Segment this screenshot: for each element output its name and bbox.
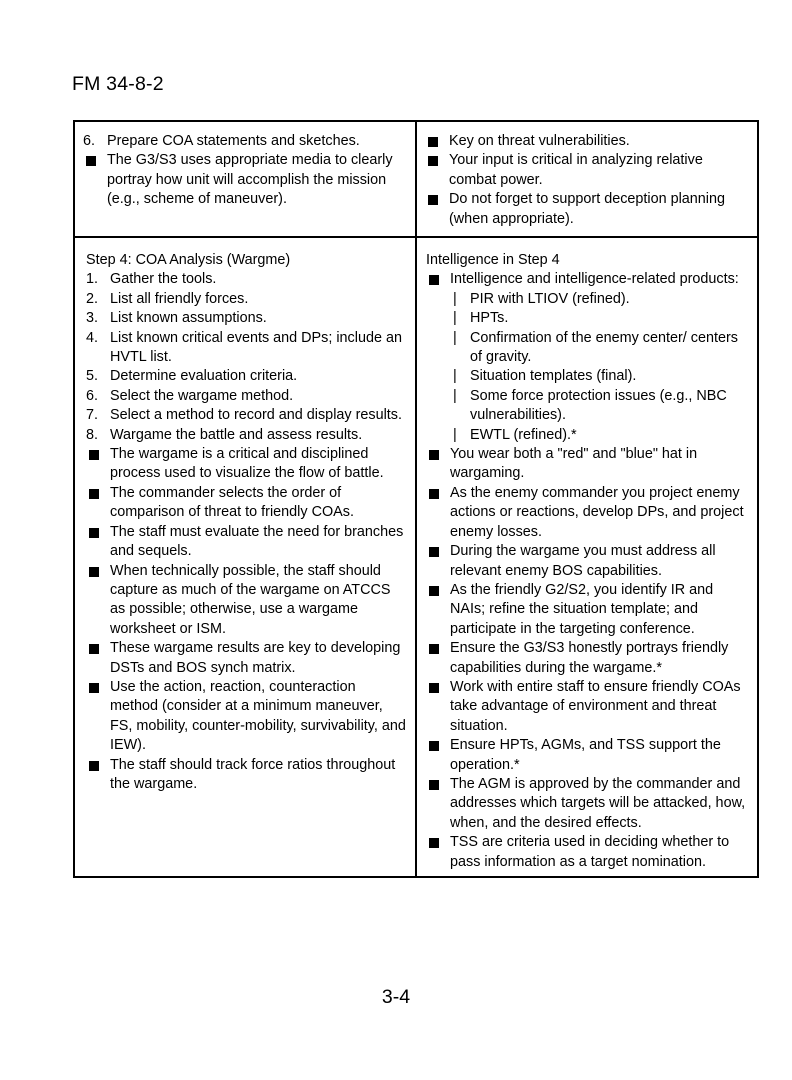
sub-list-item <box>450 426 749 445</box>
item-text: Prepare COA statements and sketches. <box>107 133 360 149</box>
item-text: List known critical events and DPs; include an HVTL list. <box>110 329 402 366</box>
bar-marker: | <box>453 290 457 307</box>
list-item <box>426 639 749 678</box>
list-item <box>86 309 407 328</box>
section-title: Intelligence in Step 4 <box>426 252 560 268</box>
square-bullet-icon <box>426 270 450 289</box>
item-text: TSS are criteria used in deciding whether to pass information as a target nomination. <box>450 834 730 870</box>
list-item <box>86 387 407 406</box>
item-text: You wear both a "red" and "blue" hat in wargaming. <box>450 446 698 482</box>
section-title: Step 4: COA Analysis (Wargme) <box>86 252 291 268</box>
item-text: The staff should track force ratios throughout the wargame. <box>110 756 396 792</box>
list-item <box>86 270 407 289</box>
square-bullet-icon <box>86 562 110 640</box>
square-bullet-icon <box>426 445 450 484</box>
bar-marker: | <box>453 310 457 327</box>
step3-left-cell <box>74 121 416 237</box>
square-bullet-icon <box>426 678 450 736</box>
bar-marker: | <box>453 387 457 404</box>
item-text: Select the wargame method. <box>110 387 294 404</box>
page-header: FM 34-8-2 <box>72 73 164 95</box>
sub-list-item <box>450 387 749 426</box>
item-text: These wargame results are key to developing DSTs and BOS synch matrix. <box>110 640 401 676</box>
item-text: Some force protection issues (e.g., NBC vulnerabilities). <box>470 387 727 424</box>
item-text: HPTs. <box>470 310 509 327</box>
square-bullet-icon <box>425 151 449 190</box>
item-text: Your input is critical in analyzing relative combat power. <box>449 152 703 188</box>
list-item <box>86 523 407 562</box>
item-number: 7. <box>86 407 99 424</box>
list-item <box>86 484 407 523</box>
item-text: List all friendly forces. <box>110 290 249 307</box>
list-item <box>426 484 749 542</box>
item-text: Do not forget to support deception planning (when appropriate). <box>449 191 726 227</box>
square-bullet-icon <box>86 445 110 484</box>
sub-list-item <box>450 367 749 386</box>
item-number: 6. <box>83 133 96 149</box>
list-item <box>425 151 749 190</box>
list-item <box>425 132 749 151</box>
item-text: Wargame the battle and assess results. <box>110 426 363 443</box>
square-bullet-icon <box>425 190 449 229</box>
list-item <box>86 290 407 309</box>
item-text: The wargame is a critical and disciplined process used to visualize the flow of battle. <box>110 446 384 482</box>
square-bullet-icon <box>83 151 107 209</box>
step4-right-cell <box>416 237 758 877</box>
list-item <box>86 329 407 368</box>
list-item <box>86 562 407 640</box>
list-item <box>86 678 407 756</box>
square-bullet-icon <box>426 581 450 639</box>
item-text: Ensure the G3/S3 honestly portrays friendly capabilities during the wargame.* <box>450 640 729 676</box>
item-text: Situation templates (final). <box>470 368 637 385</box>
page-number: 3-4 <box>381 986 411 1008</box>
item-text: List known assumptions. <box>110 310 267 327</box>
list-item <box>426 833 749 872</box>
square-bullet-icon <box>86 678 110 756</box>
list-item <box>86 406 407 425</box>
list-item <box>426 678 749 736</box>
item-text: As the friendly G2/S2, you identify IR and NAIs; refine the situation template; and participate in the targeting conference. <box>450 581 714 637</box>
table-row <box>74 121 758 237</box>
square-bullet-icon <box>86 756 110 795</box>
list-item <box>83 151 407 209</box>
item-text: When technically possible, the staff should capture as much of the wargame on ATCCS as possible; otherwise, use a wargame worksheet or ISM. <box>110 562 391 637</box>
item-text: PIR with LTIOV (refined). <box>470 290 630 307</box>
square-bullet-icon <box>425 132 449 151</box>
content-table <box>73 120 759 878</box>
item-text: Ensure HPTs, AGMs, and TSS support the operation.* <box>450 737 721 773</box>
square-bullet-icon <box>426 484 450 542</box>
list-item <box>426 542 749 581</box>
bar-marker: | <box>453 426 457 443</box>
bar-marker: | <box>453 329 457 346</box>
list-item <box>86 445 407 484</box>
item-text: During the wargame you must address all relevant enemy BOS capabilities. <box>450 543 716 579</box>
item-text: Gather the tools. <box>110 271 217 288</box>
item-text: Work with entire staff to ensure friendly COAs take advantage of environment and threat situation. <box>450 678 741 734</box>
item-text: Select a method to record and display results. <box>110 407 402 424</box>
list-item <box>425 190 749 229</box>
bar-marker: | <box>453 368 457 385</box>
sub-list-item <box>450 309 749 328</box>
list-item <box>426 581 749 639</box>
list-item <box>86 756 407 795</box>
square-bullet-icon <box>426 542 450 581</box>
item-number: 1. <box>86 271 99 288</box>
list-item <box>86 639 407 678</box>
list-item <box>83 132 407 151</box>
item-text: Use the action, reaction, counteraction method (consider at a minimum maneuver, FS, mobility, counter-mobility, survivability, and IEW). <box>110 678 406 754</box>
list-item <box>86 426 407 445</box>
item-text: The staff must evaluate the need for branches and sequels. <box>110 523 404 560</box>
list-item <box>426 445 749 484</box>
item-text: The AGM is approved by the commander and addresses which targets will be attacked, how, when, and the desired effects. <box>450 775 746 831</box>
step3-right-cell <box>416 121 758 237</box>
sub-list-item <box>450 290 749 309</box>
table-row <box>74 237 758 877</box>
item-number: 8. <box>86 426 99 443</box>
item-text: Key on threat vulnerabilities. <box>449 133 630 149</box>
item-text: EWTL (refined).* <box>470 426 577 443</box>
square-bullet-icon <box>426 639 450 678</box>
step4-left-cell <box>74 237 416 877</box>
item-text: Confirmation of the enemy center/ centers of gravity. <box>470 329 738 366</box>
square-bullet-icon <box>86 523 110 562</box>
item-number: 6. <box>86 387 99 404</box>
square-bullet-icon <box>426 775 450 833</box>
square-bullet-icon <box>86 639 110 678</box>
sub-list-item <box>450 329 749 368</box>
item-text: The commander selects the order of comparison of threat to friendly COAs. <box>110 484 354 521</box>
item-text: Intelligence and intelligence-related products: <box>450 271 739 288</box>
item-number: 4. <box>86 329 99 346</box>
item-number: 5. <box>86 368 99 385</box>
list-item <box>86 367 407 386</box>
list-item <box>426 270 749 289</box>
square-bullet-icon <box>426 736 450 775</box>
list-item <box>426 775 749 833</box>
item-text: As the enemy commander you project enemy actions or reactions, develop DPs, and project enemy losses. <box>450 484 744 540</box>
item-number: 3. <box>86 310 99 327</box>
item-number: 2. <box>86 290 99 307</box>
item-text: The G3/S3 uses appropriate media to clearly portray how unit will accomplish the mission (e.g., scheme of maneuver). <box>107 152 393 208</box>
square-bullet-icon <box>86 484 110 523</box>
square-bullet-icon <box>426 833 450 872</box>
list-item <box>426 736 749 775</box>
item-text: Determine evaluation criteria. <box>110 368 298 385</box>
